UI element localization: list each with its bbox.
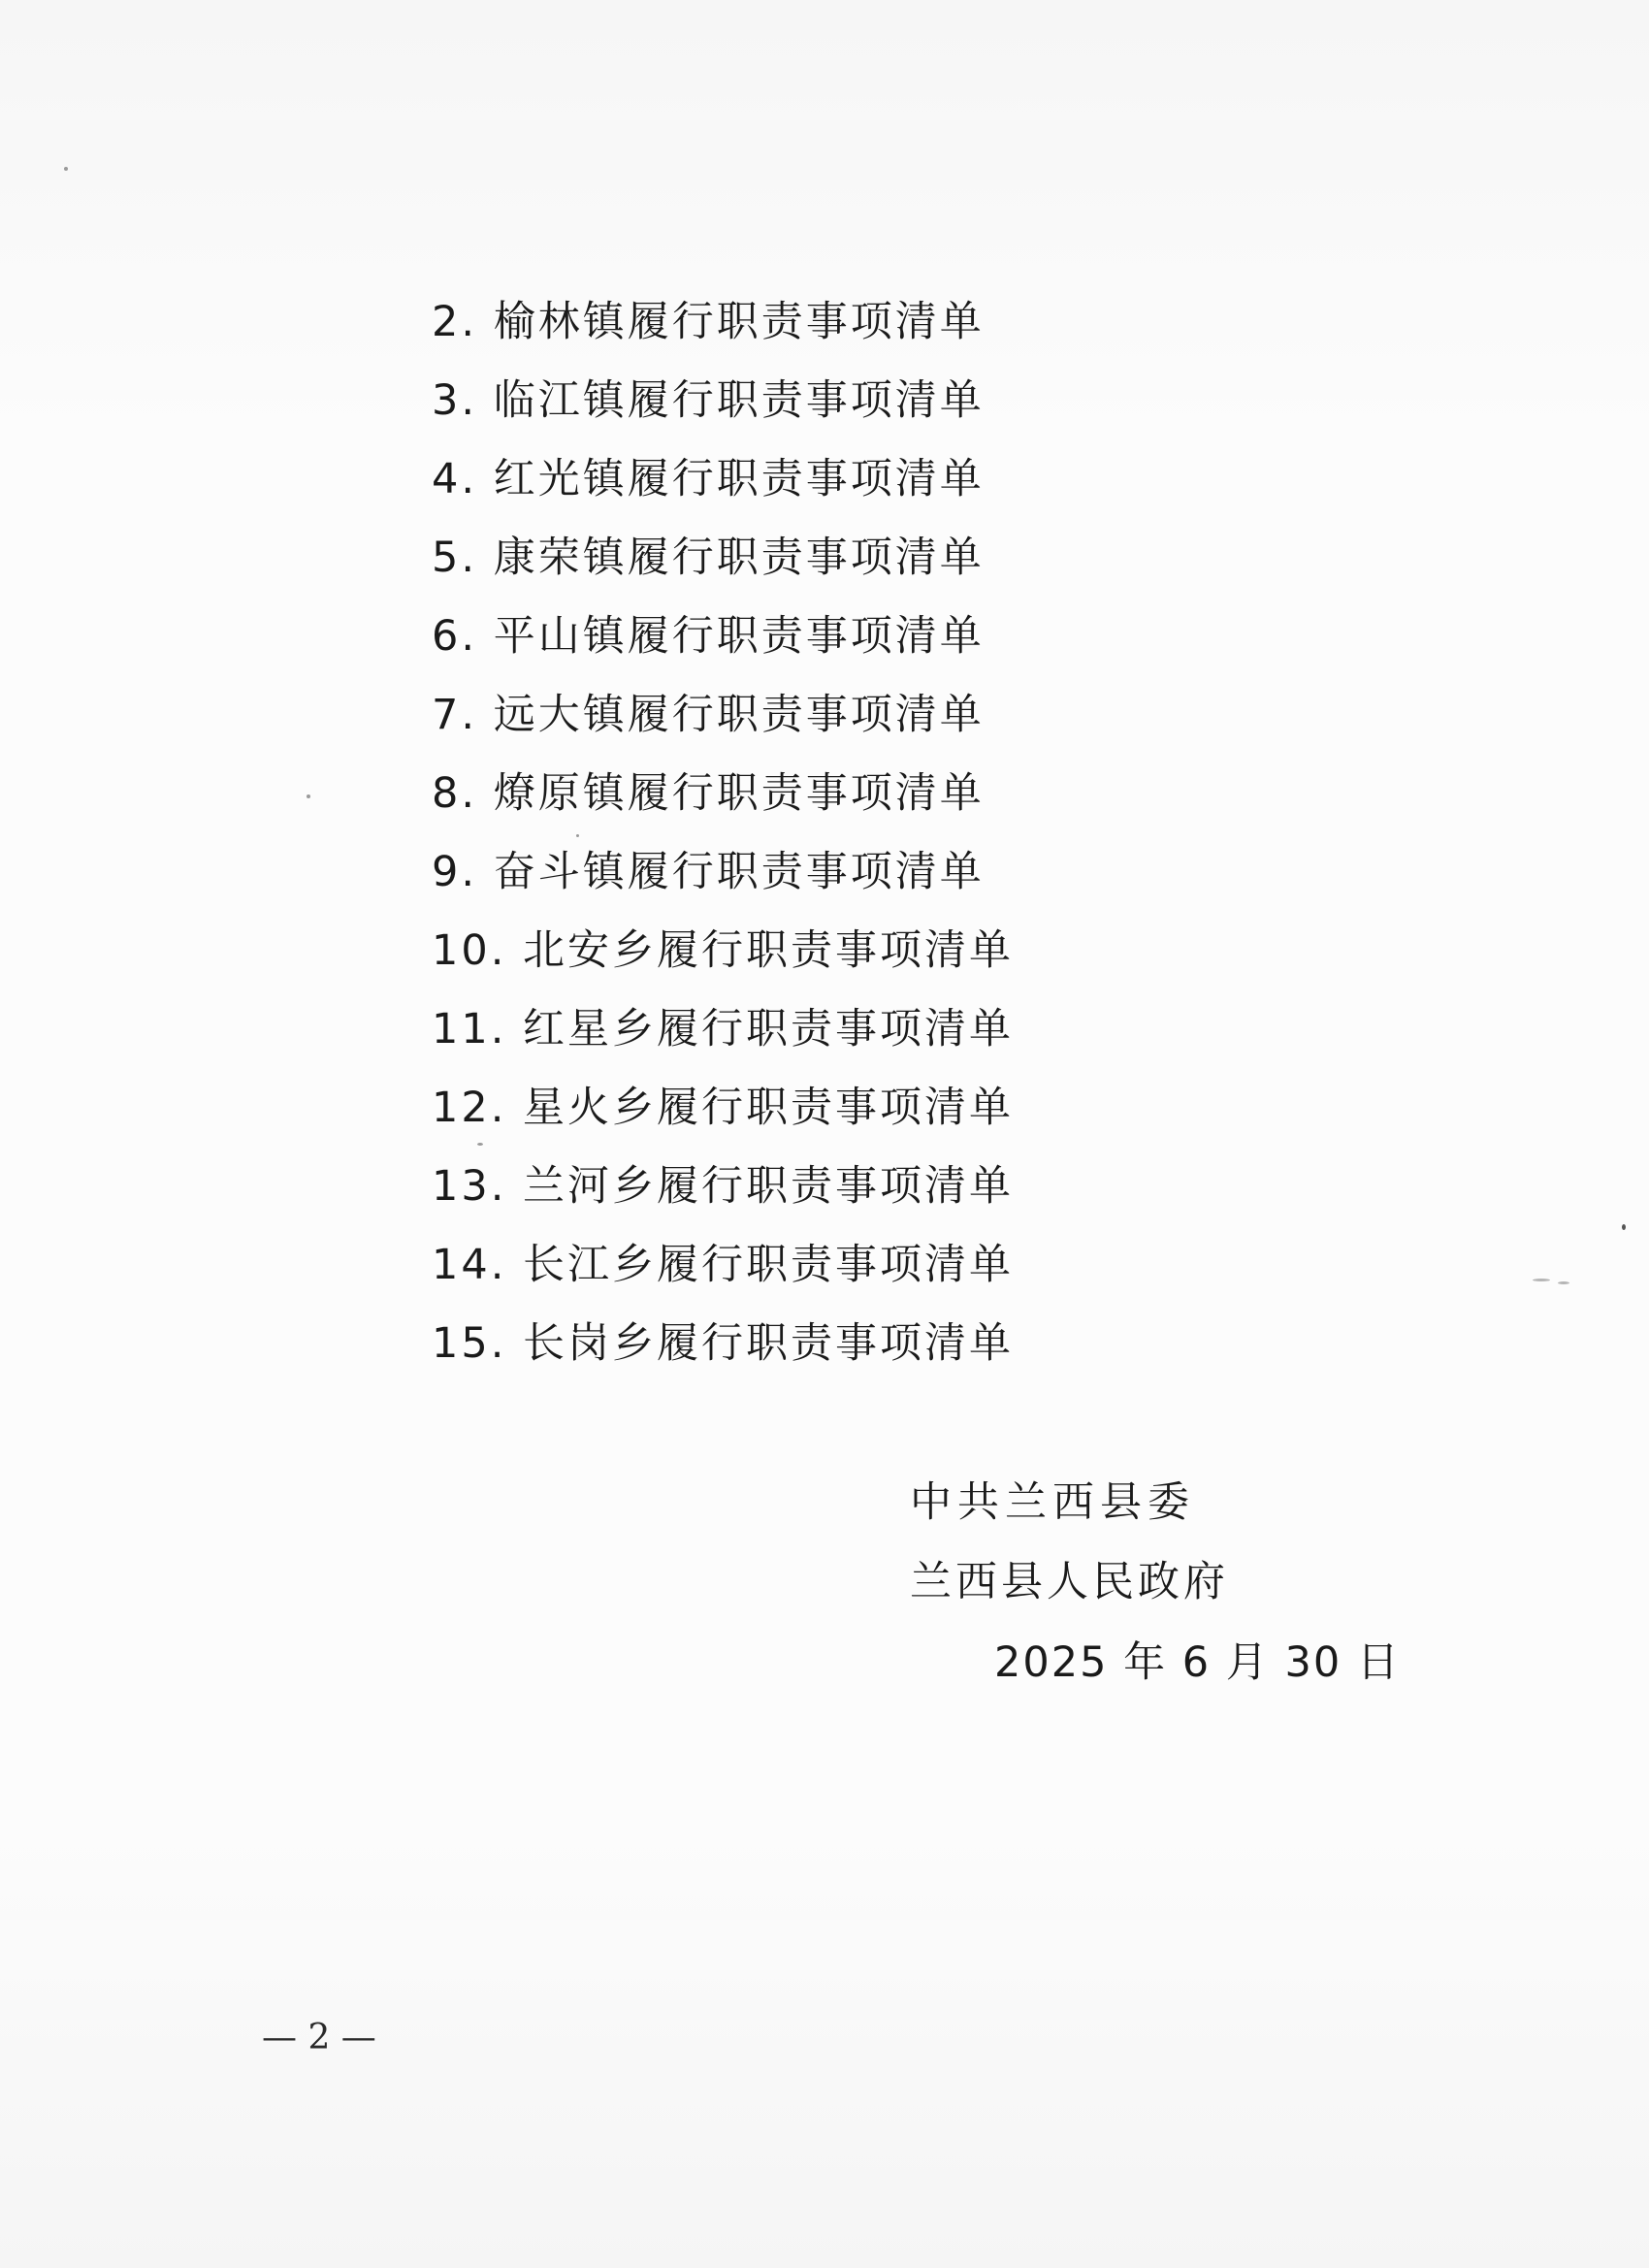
list-item: 5. 康荣镇履行职责事项清单 — [432, 534, 985, 582]
scan-speck — [1533, 1279, 1550, 1281]
list-item: 14. 长江乡履行职责事项清单 — [432, 1241, 1015, 1289]
list-item: 4. 红光镇履行职责事项清单 — [432, 455, 985, 503]
list-item: 9. 奋斗镇履行职责事项清单 — [432, 848, 985, 896]
list-item: 10. 北安乡履行职责事项清单 — [432, 926, 1015, 975]
list-item: 3. 临江镇履行职责事项清单 — [432, 376, 985, 425]
list-item: 15. 长岗乡履行职责事项清单 — [432, 1319, 1015, 1368]
scan-speck — [1558, 1281, 1569, 1284]
list-item: 2. 榆林镇履行职责事项清单 — [432, 298, 985, 346]
scan-speck — [477, 1143, 483, 1146]
signature-date: 2025 年 6 月 30 日 — [994, 1638, 1401, 1687]
page-number: — 2 — — [262, 2018, 376, 2057]
scan-speck — [576, 834, 579, 837]
attachment-list — [432, 293, 1014, 1393]
list-item: 8. 燎原镇履行职责事项清单 — [432, 769, 985, 818]
scan-speck — [64, 167, 68, 171]
list-item: 7. 远大镇履行职责事项清单 — [432, 691, 985, 739]
list-item: 12. 星火乡履行职责事项清单 — [432, 1084, 1015, 1132]
scan-speck — [1622, 1224, 1626, 1230]
signature-org-government: 兰西县人民政府 — [910, 1558, 1229, 1606]
scan-speck — [307, 794, 310, 798]
list-item: 11. 红星乡履行职责事项清单 — [432, 1005, 1015, 1053]
list-item: 13. 兰河乡履行职责事项清单 — [432, 1162, 1015, 1211]
list-item: 6. 平山镇履行职责事项清单 — [432, 612, 985, 661]
signature-org-party-committee: 中共兰西县委 — [910, 1478, 1195, 1527]
